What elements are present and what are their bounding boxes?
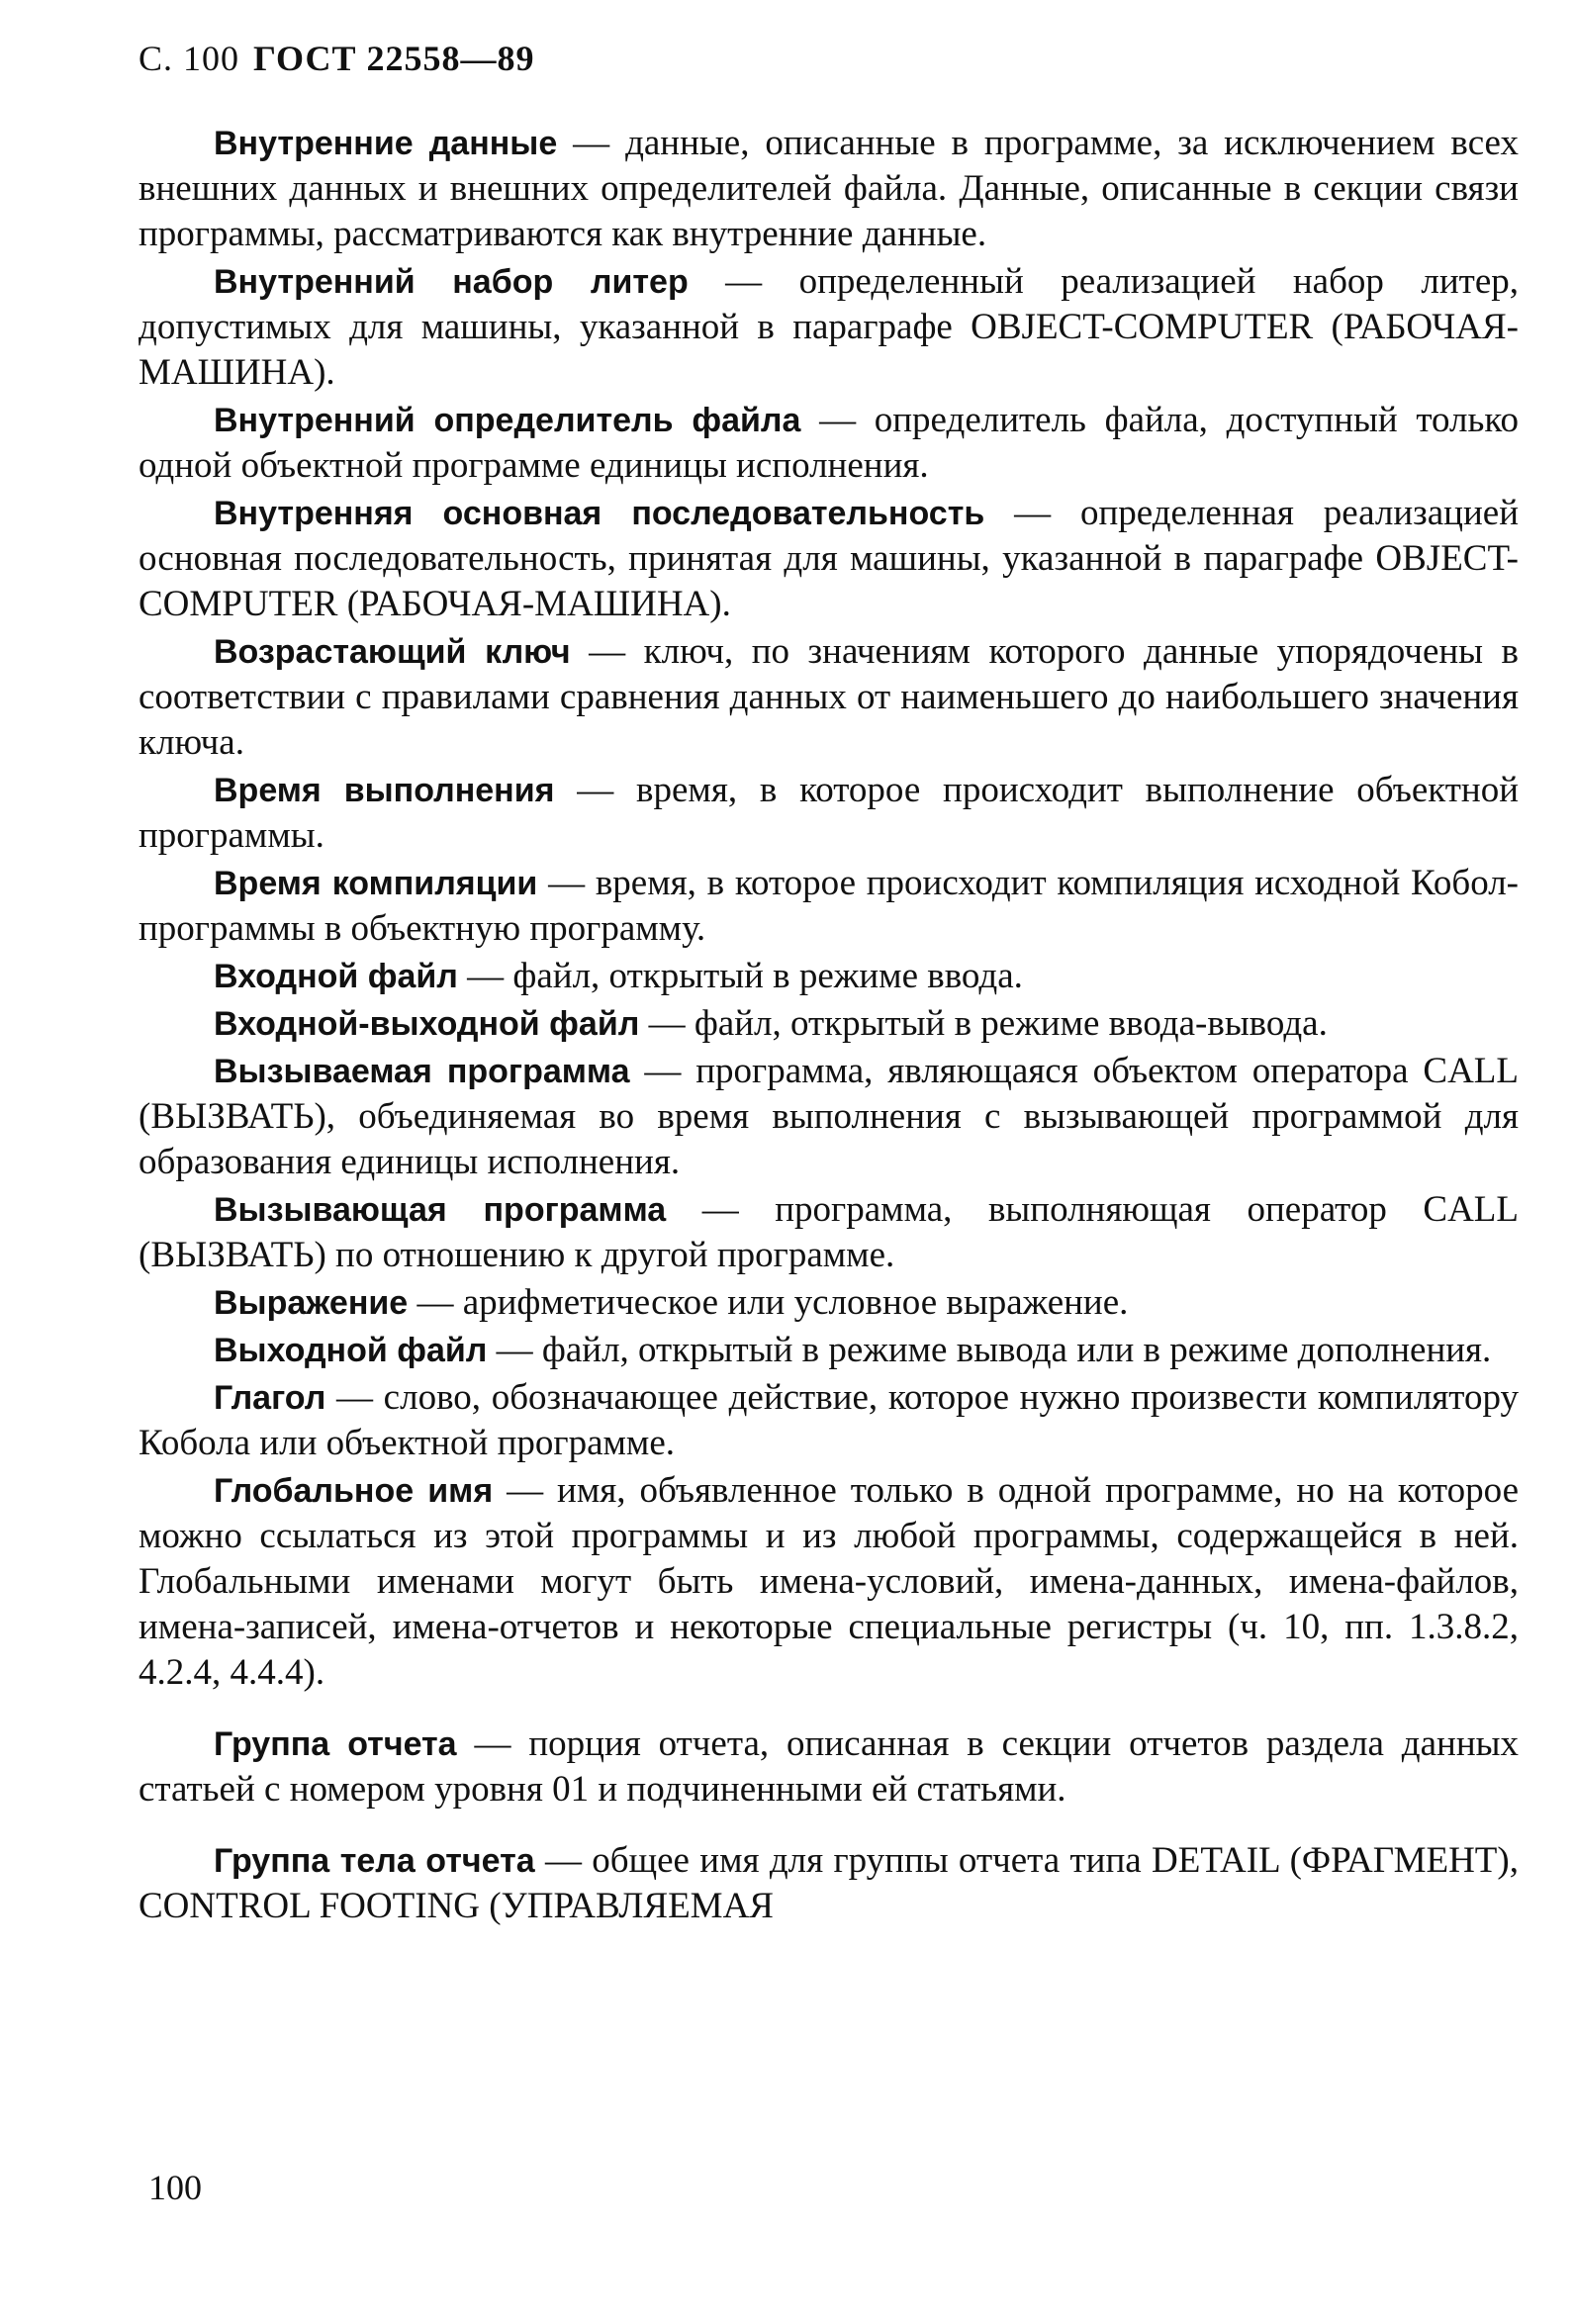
glossary-term: Глобальное имя — [214, 1472, 494, 1510]
glossary-definition: — определенный реализацией набор литер, допустимых для машины, указанной в параграфе OBJECT-COMPUTER (РАБОЧАЯ-МАШИНА). — [139, 261, 1519, 393]
glossary-entry — [139, 1001, 1519, 1047]
glossary-entry — [139, 1280, 1519, 1326]
glossary-definition: — файл, открытый в режиме вывода или в режиме дополнения. — [487, 1330, 1492, 1370]
glossary-entry — [139, 1187, 1519, 1278]
glossary-entry — [139, 1375, 1519, 1466]
page-header — [139, 38, 534, 79]
glossary-entry — [139, 629, 1519, 766]
glossary-term: Внутренний определитель файла — [214, 402, 801, 439]
glossary-term: Входной-выходной файл — [214, 1005, 640, 1043]
glossary-term: Выходной файл — [214, 1332, 488, 1369]
glossary-term: Группа тела отчета — [214, 1842, 535, 1880]
glossary-term: Входной файл — [214, 958, 458, 995]
glossary-definition: — время, в которое происходит выполнение объектной программы. — [139, 770, 1520, 856]
glossary-term: Вызывающая программа — [214, 1191, 667, 1229]
glossary-definition: — программа, являющаяся объектом оператора CALL (ВЫЗВАТЬ), объединяемая во время выполнения с вызывающей программой для образования единицы исполнения. — [139, 1051, 1519, 1182]
glossary-term: Возрастающий ключ — [214, 633, 571, 671]
glossary-entry — [139, 861, 1519, 952]
glossary-definition: — общее имя для группы отчета типа DETAIL (ФРАГМЕНТ), CONTROL FOOTING (УПРАВЛЯЕМАЯ — [139, 1840, 1519, 1926]
glossary-definition: — имя, объявленное только в одной программе, но на которое можно ссылаться из этой программы и из любой программы, содержащейся в ней. Глобальными именами могут быть имена-условий, имена-данных, имена-файлов, имена-записей, имена-отчетов и некоторые специальные регистры (ч. 10, пп. 1.3.8.2, 4.2.4, 4.4.4). — [139, 1470, 1519, 1693]
glossary-term: Глагол — [214, 1379, 326, 1417]
glossary-term: Внутренний набор литер — [214, 263, 689, 301]
glossary-entry — [139, 1838, 1519, 1929]
glossary-definition: — файл, открытый в режиме ввода-вывода. — [639, 1003, 1328, 1044]
glossary-definition: — порция отчета, описанная в секции отчетов раздела данных статьей с номером уровня 01 и подчиненными ей статьями. — [139, 1723, 1519, 1810]
glossary-definition: — данные, описанные в программе, за исключением всех внешних данных и внешних определителей файла. Данные, описанные в секции связи программы, рассматриваются как внутренние данные. — [139, 123, 1519, 254]
glossary-definition: — слово, обозначающее действие, которое нужно произвести компилятору Кобола или объектной программе. — [139, 1377, 1519, 1463]
glossary-definition: — время, в которое происходит компиляция исходной Кобол-программы в объектную программу. — [139, 863, 1519, 949]
glossary-definition: — ключ, по значениям которого данные упорядочены в соответствии с правилами сравнения данных от наименьшего до наибольшего значения ключа. — [139, 631, 1520, 763]
header-standard: ГОСТ 22558—89 — [253, 39, 535, 78]
glossary-entry — [139, 1721, 1519, 1813]
glossary-body — [139, 121, 1519, 1931]
glossary-term: Группа отчета — [214, 1725, 457, 1763]
glossary-term: Выражение — [214, 1284, 409, 1322]
glossary-definition: — программа, выполняющая оператор CALL (ВЫЗВАТЬ) по отношению к другой программе. — [139, 1189, 1519, 1275]
glossary-entry — [139, 1049, 1519, 1185]
glossary-entry — [139, 768, 1519, 859]
glossary-term: Время компиляции — [214, 865, 538, 902]
glossary-definition: — файл, открытый в режиме ввода. — [457, 956, 1023, 996]
glossary-term: Время выполнения — [214, 772, 555, 809]
glossary-entry — [139, 121, 1519, 257]
glossary-entry — [139, 491, 1519, 627]
glossary-term: Внутренняя основная последовательность — [214, 495, 985, 532]
glossary-entry — [139, 398, 1519, 489]
header-page-ref: С. 100 — [139, 39, 240, 78]
glossary-entry — [139, 1328, 1519, 1373]
glossary-term: Вызываемая программа — [214, 1053, 630, 1090]
glossary-definition: — определитель файла, доступный только одной объектной программе единицы исполнения. — [139, 400, 1519, 486]
glossary-definition: — арифметическое или условное выражение. — [408, 1282, 1129, 1323]
glossary-entry — [139, 954, 1519, 999]
glossary-definition: — определенная реализацией основная последовательность, принятая для машины, указанной в параграфе OBJECT-COMPUTER (РАБОЧАЯ-МАШИНА). — [139, 493, 1519, 624]
glossary-term: Внутренние данные — [214, 125, 558, 162]
glossary-entry — [139, 259, 1519, 396]
page-number: 100 — [148, 2168, 202, 2207]
glossary-entry — [139, 1468, 1519, 1696]
